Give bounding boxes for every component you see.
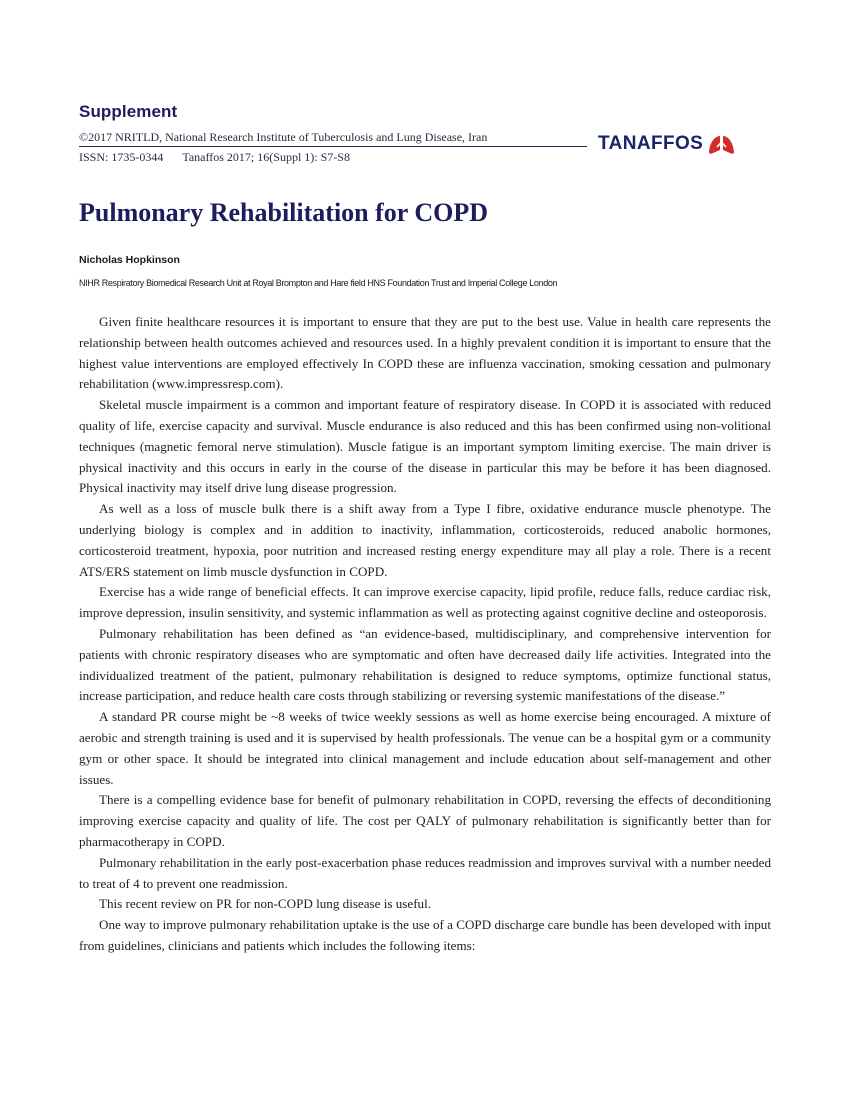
author-affiliation: NIHR Respiratory Biomedical Research Unit at Royal Brompton and Hare field HNS Foundation Trust and Imperial College London [79, 278, 558, 288]
copyright-line: ©2017 NRITLD, National Research Institute of Tuberculosis and Lung Disease, Iran [79, 130, 488, 144]
brand-name: TANAFFOS [598, 133, 704, 154]
journal-citation: Tanaffos 2017; 16(Suppl 1): S7-S8 [182, 150, 350, 164]
paragraph: Given finite healthcare resources it is important to ensure that they are put to the best use. Value in health care represents the relationship between health outcomes achieved and resources used. In a highly prevalent condition it is important to ensure that the highest value interventions are employed effectively In COPD these are influenza vaccination, smoking cessation and pulmonary rehabilitation (www.impressresp.com). [79, 314, 771, 392]
paragraph: One way to improve pulmonary rehabilitation uptake is the use of a COPD discharge care bundle has been developed with input from guidelines, clinicians and patients which includes the following items: [79, 917, 771, 953]
article-body [79, 312, 771, 957]
header-divider [79, 146, 587, 147]
paragraph: There is a compelling evidence base for benefit of pulmonary rehabilitation in COPD, reversing the effects of deconditioning improving exercise capacity and quality of life. The cost per QALY of pulmonary rehabilitation is significantly better than for pharmacotherapy in COPD. [79, 792, 771, 849]
paragraph: A standard PR course might be ~8 weeks of twice weekly sessions as well as home exercise being encouraged. A mixture of aerobic and strength training is used and it is supervised by health professionals. The venue can be a hospital gym or a community gym or other space. It should be integrated into clinical management and include education about self-management and other issues. [79, 709, 771, 787]
paragraph: Exercise has a wide range of beneficial effects. It can improve exercise capacity, lipid profile, reduce falls, reduce cardiac risk, improve depression, insulin sensitivity, and systemic inflammation as well as protecting against cognitive decline and osteoporosis. [79, 584, 771, 621]
author-name: Nicholas Hopkinson [79, 254, 180, 266]
citation-line [79, 150, 350, 165]
journal-logo [598, 133, 735, 155]
paragraph: This recent review on PR for non-COPD lung disease is useful. [99, 896, 432, 912]
paragraph: Pulmonary rehabilitation has been defined as “an evidence-based, multidisciplinary, and comprehensive intervention for patients with chronic respiratory diseases who are symptomatic and often have decreased daily life activities. Integrated into the individualized treatment of the patient, pulmonary rehabilitation is designed to reduce symptoms, optimize functional status, increase participation, and reduce health care costs through stabilizing or reversing systemic manifestations of the disease.” [79, 625, 771, 704]
paragraph: As well as a loss of muscle bulk there is a shift away from a Type I fibre, oxidative endurance muscle phenotype. The underlying biology is complex and in addition to inactivity, inflammation, corticosteroids, reduced anabolic hormones, corticosteroid treatment, hypoxia, poor nutrition and increased resting energy expenditure may all play a role. There is a recent ATS/ERS statement on limb muscle dysfunction in COPD. [79, 501, 771, 579]
issn: ISSN: 1735-0344 [79, 150, 164, 164]
paragraph: Pulmonary rehabilitation in the early post-exacerbation phase reduces readmission and improves survival with a number needed to treat of 4 to prevent one readmission. [79, 854, 771, 891]
paragraph: Skeletal muscle impairment is a common and important feature of respiratory disease. In COPD it is associated with reduced quality of life, exercise capacity and survival. Muscle endurance is also reduced and this has been confirmed using non-volitional techniques (magnetic femoral nerve stimulation). Muscle fatigue is an important symptom limiting exercise. The main driver is physical inactivity and this occurs in early in the course of the disease in particular this may be before it has been diagnosed. Physical inactivity may itself drive lung disease progression. [79, 397, 771, 496]
section-label: Supplement [79, 102, 178, 121]
article-title: Pulmonary Rehabilitation for COPD [79, 198, 489, 227]
lungs-icon [708, 133, 735, 155]
